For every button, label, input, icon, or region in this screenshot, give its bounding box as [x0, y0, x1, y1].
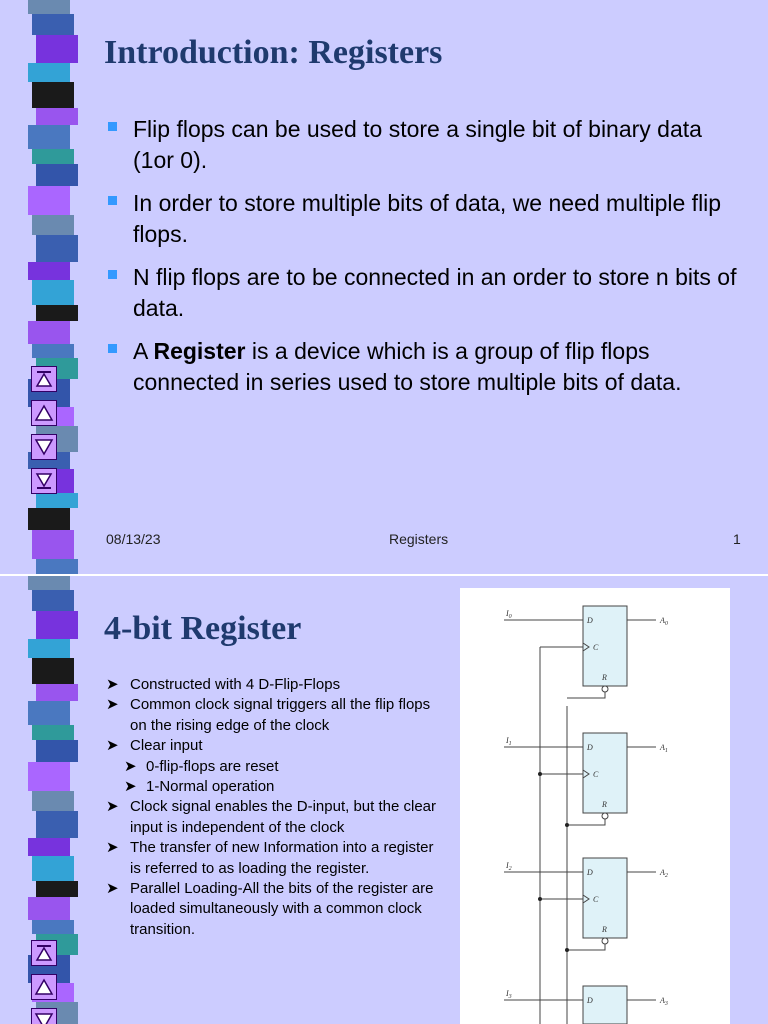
next-slide-button[interactable]	[31, 434, 57, 460]
arrow-bullet-icon: ➤	[106, 696, 119, 714]
next-slide-button[interactable]	[31, 1008, 57, 1024]
next-slide-icon	[34, 437, 54, 457]
slide-title: 4-bit Register	[104, 610, 302, 647]
slide-navigation	[31, 366, 59, 502]
list-subitem: ➤ 1-Normal operation	[104, 777, 444, 797]
first-slide-icon	[34, 369, 54, 389]
input-label-0: $I_0$	[506, 609, 512, 620]
reset-bubble	[602, 938, 608, 944]
junction-dot	[565, 948, 569, 952]
output-label-1: $A_1$	[660, 743, 668, 754]
last-slide-icon	[34, 471, 54, 491]
reset-line-2	[567, 944, 605, 950]
input-label-2: $I_2$	[506, 861, 512, 872]
output-label-2: $A_2$	[660, 868, 668, 879]
output-label-3: $A_3$	[660, 996, 668, 1007]
pin-r-label: R	[602, 800, 607, 809]
previous-slide-button[interactable]	[31, 400, 57, 426]
arrow-bullet-icon: ➤	[106, 839, 119, 857]
bold-term: Register	[153, 338, 246, 364]
junction-dot	[538, 772, 542, 776]
pin-c-label: C	[593, 770, 599, 779]
arrow-bullet-icon: ➤	[106, 676, 119, 693]
first-slide-button[interactable]	[31, 366, 57, 392]
output-label-0: $A_0$	[660, 616, 668, 627]
pin-r-label: R	[602, 925, 607, 934]
arrow-bullet-icon: ➤	[124, 778, 137, 796]
register-circuit-diagram	[460, 588, 730, 1024]
bullet-item: In order to store multiple bits of data, we need multiple flip flops.	[104, 188, 744, 250]
previous-slide-button[interactable]	[31, 974, 57, 1000]
arrow-bullet-icon: ➤	[124, 757, 137, 775]
bullet-item: A Register is a device which is a group of flip flops connected in series used to store multiple bits of data.	[104, 336, 744, 398]
pin-c-label: C	[593, 895, 599, 904]
junction-dot	[565, 823, 569, 827]
arrow-bullet-icon: ➤	[106, 880, 119, 898]
list-item: ➤ Clock signal enables the D-input, but the clear input is independent of the clock	[106, 798, 437, 836]
flip-flop-3	[583, 986, 627, 1024]
list-item: ➤ Constructed with 4 D-Flip-Flops	[104, 675, 444, 695]
bullet-item: N flip flops are to be connected in an order to store n bits of data.	[104, 262, 744, 324]
last-slide-button[interactable]	[31, 468, 57, 494]
footer-date: 08/13/23	[106, 531, 161, 547]
list-item: ➤ Parallel Loading-All the bits of the register are loaded simultaneously with a common clock transition.	[106, 880, 434, 938]
square-bullet-icon	[108, 122, 117, 131]
square-bullet-icon	[108, 344, 117, 353]
list-item: ➤ Clear input	[104, 736, 444, 756]
first-slide-icon	[34, 943, 54, 963]
bullet-item: Flip flops can be used to store a single bit of binary data (1or 0).	[104, 114, 744, 176]
pin-d-label: D	[587, 868, 593, 877]
arrow-bullet-icon: ➤	[106, 798, 119, 816]
square-bullet-icon	[108, 196, 117, 205]
pin-d-label: D	[587, 743, 593, 752]
previous-slide-icon	[34, 403, 54, 423]
list-item: ➤ Common clock signal triggers all the flip flops on the rising edge of the clock	[106, 696, 431, 734]
pin-c-label: C	[593, 643, 599, 652]
list-subitem: ➤ 0-flip-flops are reset	[104, 757, 444, 777]
input-label-1: $I_1$	[506, 736, 512, 747]
first-slide-button[interactable]	[31, 940, 57, 966]
pin-d-label: D	[587, 996, 593, 1005]
arrow-bullet-icon: ➤	[106, 737, 119, 755]
arrow-bullet-list	[104, 675, 444, 940]
reset-bubble	[602, 686, 608, 692]
reset-line-1	[567, 819, 605, 825]
bullet-list	[104, 114, 744, 410]
square-bullet-icon	[108, 270, 117, 279]
reset-line-0	[567, 692, 605, 698]
list-item: ➤ The transfer of new Information into a register is referred to as loading the register.	[106, 839, 434, 877]
next-slide-icon	[34, 1011, 54, 1024]
pin-d-label: D	[587, 616, 593, 625]
input-label-3: $I_3$	[506, 989, 512, 1000]
footer-title: Registers	[389, 531, 449, 547]
footer-page-number: 1	[733, 531, 741, 547]
reset-bubble	[602, 813, 608, 819]
slide-navigation	[31, 940, 59, 1024]
previous-slide-icon	[34, 977, 54, 997]
pin-r-label: R	[602, 673, 607, 682]
junction-dot	[538, 897, 542, 901]
slide-title: Introduction: Registers	[104, 34, 443, 71]
